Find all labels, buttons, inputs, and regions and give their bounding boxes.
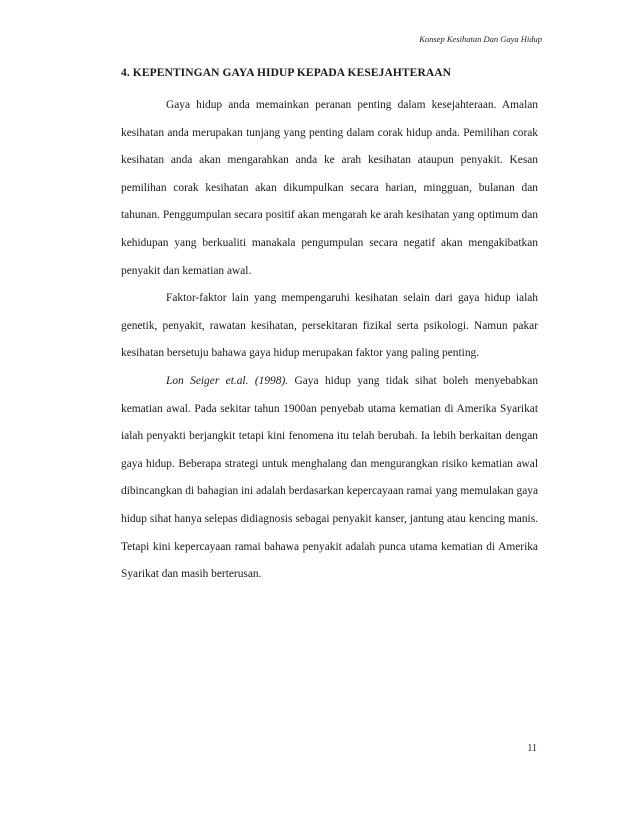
page-number: 11 [527,743,537,754]
paragraph-other-factors: Faktor-faktor lain yang mempengaruhi kesihatan selain dari gaya hidup ialah genetik, penyakit, rawatan kesihatan, persekitaran fizikal serta psikologi. Namun pakar kesihatan bersetuju bahawa gaya hidup merupakan faktor yang paling penting. [121,292,538,360]
section-heading: 4. KEPENTINGAN GAYA HIDUP KEPADA KESEJAHTERAAN [121,67,452,79]
citation-reference: Lon Seiger et.al. (1998). [166,374,289,387]
running-head: Konsep Kesihatan Dan Gaya Hidup [419,34,542,44]
citation-paragraph-text: Gaya hidup yang tidak sihat boleh menyebabkan kematian awal. Pada sekitar tahun 1900an penyebab utama kematian di Amerika Syarikat ialah penyakti berjangkit tetapi kini fenomena itu telah berubah. Ia lebih berkaitan dengan gaya hidup. Beberapa strategi untuk menghalang dan mengurangkan risiko kematian awal dibincangkan di bahagian ini adalah berdasarkan kepercayaan ramai yang memulakan gaya hidup sihat hanya selepas didiagnosis sebagai penyakit kanser, jantung atau kencing manis. Tetapi kini kepercayaan ramai bahawa penyakit adalah punca utama kematian di Amerika Syarikat dan masih berterusan. [121,374,539,581]
paragraph-seiger-citation [121,368,538,589]
body-text [121,92,538,589]
paragraph-lifestyle-importance: Gaya hidup anda memainkan peranan penting dalam kesejahteraan. Amalan kesihatan anda merupakan tunjang yang penting dalam corak hidup anda. Pemilihan corak kesihatan anda akan mengarahkan anda ke arah kesihatan ataupun penyakit. Kesan pemilihan corak kesihatan akan dikumpulkan secara harian, mingguan, bulanan dan tahunan. Penggumpulan secara positif akan mengarah ke arah kesihatan yang optimum dan kehidupan yang berkualiti manakala pengumpulan secara negatif akan mengakibatkan penyakit dan kematian awal. [121,99,538,277]
